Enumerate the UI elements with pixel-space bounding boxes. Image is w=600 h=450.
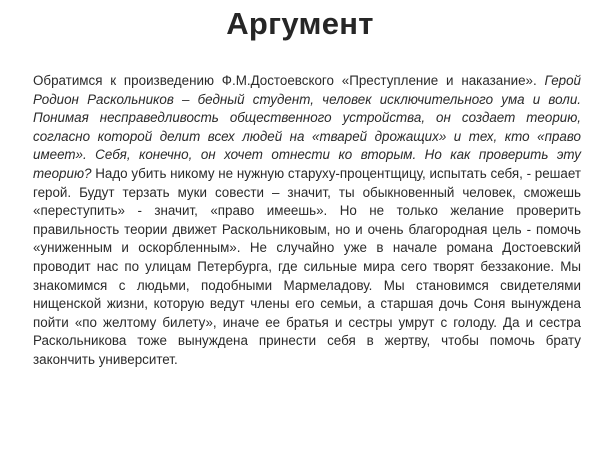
text-segment-main: Надо убить никому не нужную старуху-процентщицу, испытать себя, - решает герой. Будут терзать муки совести – значит, ты обыкновенный человек, сможешь «переступить» - значит, «право имеешь». Но не только желание проверить правильность теории движет Раскольниковым, но и очень благородная цель - помочь «униженным и оскорбленным». Не случайно уже в начале романа Достоевский проводит нас по улицам Петербурга, где сильные мира сего творят беззаконие. Мы знакомимся с людьми, подобными Мармеладову. Мы становимся свидетелями нищенской жизни, которую ведут члены его семьи, а старшая дочь Соня вынуждена пойти «по желтому билету», иначе ее братья и сестры умрут с голоду. Да и сестра Раскольникова тоже вынуждена принести себя в жертву, чтобы помочь брату закончить университет. bbox=[33, 165, 581, 367]
text-segment-italic: Герой Родион Раскольников – бедный студент, человек исключительного ума и воли. Понимая несправедливость общественного устройства, он создает теорию, согласно которой делит всех людей на «тварей дрожащих» и тех, кто «право имеет». Себя, конечно, он хочет отнести ко вторым. Но как проверить эту теорию? bbox=[33, 73, 581, 181]
text-segment-intro: Обратимся к произведению Ф.М.Достоевского «Преступление и наказание». bbox=[33, 73, 545, 88]
argument-text bbox=[33, 72, 581, 370]
slide-title: Аргумент bbox=[226, 6, 374, 41]
